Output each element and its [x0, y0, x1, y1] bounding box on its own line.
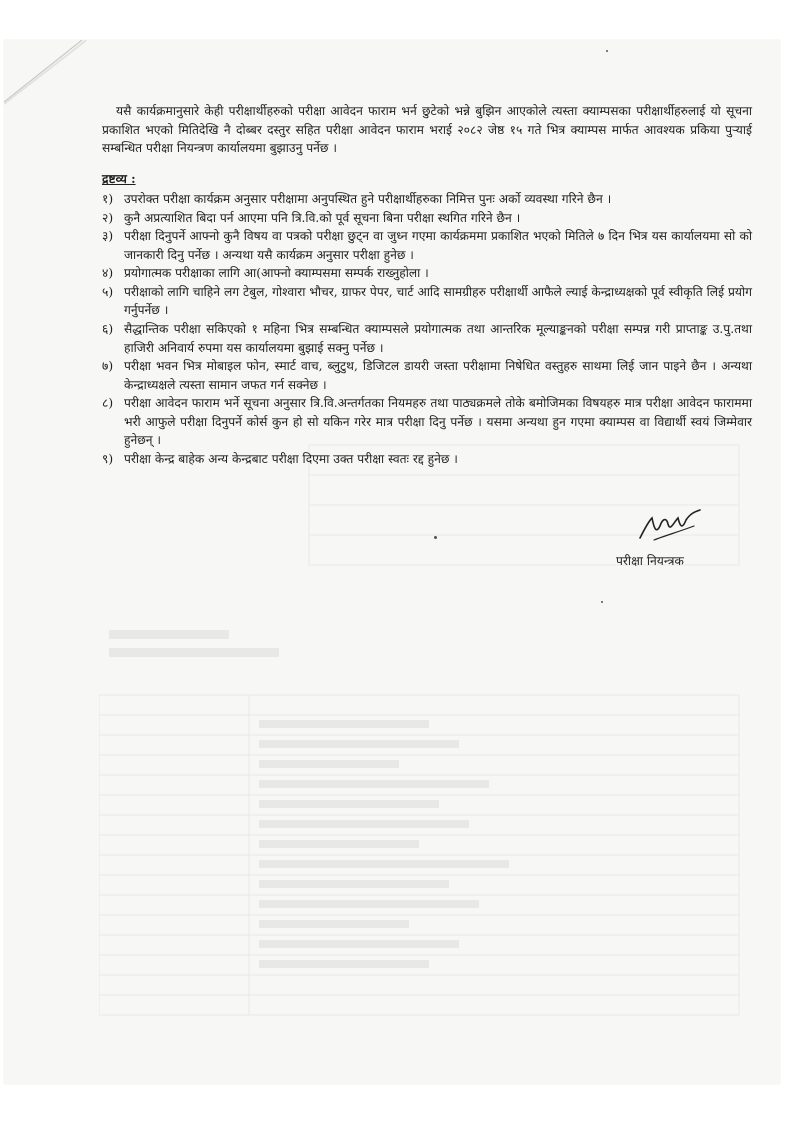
note-number: ६) — [102, 322, 114, 337]
note-number: २) — [102, 210, 114, 225]
note-item-6 — [102, 320, 752, 357]
note-text: कुनै अप्रत्याशित बिदा पर्न आएमा पनि त्रि.वि.को पूर्व सूचना बिना परीक्षा स्थगित गरिने छैन । — [124, 210, 521, 225]
note-number: ५) — [102, 284, 114, 299]
handwritten-signature — [634, 508, 704, 546]
notes-heading: द्रष्टव्य : — [102, 171, 136, 186]
note-text: परीक्षाको लागि चाहिने लग टेबुल, गोश्वारा भौचर, ग्राफर पेपर, चार्ट आदि सामग्रीहरु परीक्षार्थी आफैले ल्याई केन्द्राध्यक्षको पूर्व स्वीकृति लिई प्रयोग गर्नुपर्नेछ । — [124, 284, 752, 318]
scan-speck — [434, 536, 437, 539]
notes-list — [102, 190, 752, 468]
scan-speck — [601, 601, 603, 603]
intro-paragraph: यसै कार्यक्रमानुसारे केही परीक्षार्थीहरुको परीक्षा आवेदन फाराम भर्न छुटेको भन्ने बुझिन आएकोले त्यस्ता क्याम्पसका परीक्षार्थीहरुलाई यो सूचना प्रकाशित भएको मितिदेखि नै दोब्बर दस्तुर सहित परीक्षा आवेदन फाराम भराई २०८२ जेष्ठ १५ गते भित्र क्याम्पस मार्फत आवश्यक प्रकिया पुऱ्याई सम्बन्धित परीक्षा नियन्त्रण कार्यालयमा बुझाउनु पर्नेछ । — [102, 104, 752, 156]
note-text: उपरोक्त परीक्षा कार्यक्रम अनुसार परीक्षामा अनुपस्थित हुने परीक्षार्थीहरुका निमित्त पुनः अर्को व्यवस्था गरिने छैन । — [124, 192, 612, 207]
note-item-8 — [102, 394, 752, 450]
note-text: परीक्षा दिनुपर्ने आफ्नो कुनै विषय वा पत्रको परीक्षा छुट्न वा जुध्न गएमा कार्यक्रममा प्रकाशित भएको मितिले ७ दिन भित्र यस कार्यालयमा सो को जानकारी दिनु पर्नेछ । अन्यथा यसै कार्यक्रम अनुसार परीक्षा हुनेछ । — [124, 229, 752, 262]
note-text: प्रयोगात्मक परीक्षाका लागि आ(आफ्नो क्याम्पसमा सम्पर्क राख्नुहोला । — [124, 266, 429, 281]
scanned-page — [4, 40, 780, 1084]
note-item-2 — [102, 209, 752, 228]
note-item-7 — [102, 357, 752, 394]
signatory-title: परीक्षा नियन्त्रक — [616, 554, 684, 568]
signature-block — [616, 508, 726, 578]
notice-body — [102, 102, 752, 468]
note-number: ९) — [102, 451, 114, 466]
note-text: परीक्षा भवन भित्र मोबाइल फोन, स्मार्ट वाच, ब्लुटुथ, डिजिटल डायरी जस्ता परीक्षामा निषेधित वस्तुहरु साथमा लिई जान पाइने छैन । अन्यथा केन्द्राध्यक्षले त्यस्ता सामान जफत गर्न सक्नेछ । — [124, 359, 752, 392]
note-number: ४) — [102, 266, 114, 281]
note-number: १) — [102, 192, 114, 207]
note-text: सैद्धान्तिक परीक्षा सकिएको १ महिना भित्र सम्बन्धित क्याम्पसले प्रयोगात्मक तथा आन्तरिक मूल्याङ्कनको परीक्षा सम्पन्न गरी प्राप्ताङ्क उ.पु.तथा हाजिरी अनिवार्य रुपमा यस कार्यालयमा बुझाई सक्नु पर्नेछ । — [124, 322, 752, 355]
note-number: ७) — [102, 359, 114, 374]
scan-speck — [606, 50, 608, 52]
note-item-5 — [102, 283, 752, 320]
note-item-4 — [102, 264, 752, 283]
note-text: परीक्षा आवेदन फाराम भर्ने सूचना अनुसार त्रि.वि.अन्तर्गतका नियमहरु तथा पाठ्यक्रमले तोके बमोजिमका विषयहरु मात्र परीक्षा आवेदन फाराममा भरी आफुले परीक्षा दिनुपर्ने कोर्स कुन हो सो यकिन गरेर मात्र परीक्षा दिनु पर्नेछ । यसमा अन्यथा हुन गएमा क्याम्पस वा विद्यार्थी स्वयं जिम्मेवार हुनेछन् । — [124, 396, 752, 448]
note-item-1 — [102, 190, 752, 209]
note-text: परीक्षा केन्द्र बाहेक अन्य केन्द्रबाट परीक्षा दिएमा उक्त परीक्षा स्वतः रद्द हुनेछ । — [124, 451, 458, 466]
note-item-3 — [102, 227, 752, 264]
note-number: ३) — [102, 229, 114, 244]
note-item-9 — [102, 450, 752, 469]
page-corner-crease — [4, 40, 94, 120]
note-number: ८) — [102, 396, 114, 411]
